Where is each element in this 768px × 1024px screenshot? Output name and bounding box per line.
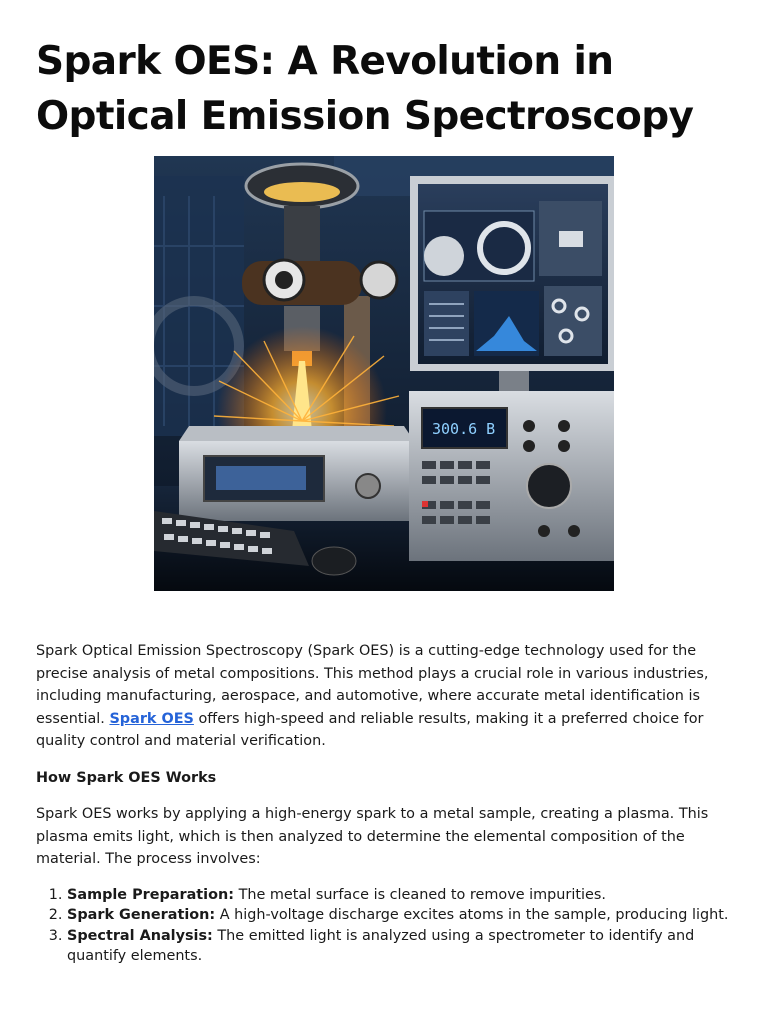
list-item (67, 905, 736, 926)
intro-paragraph (36, 640, 736, 753)
page-title: Spark OES: A Revolution in Optical Emission Spectroscopy (36, 39, 694, 139)
intro-text-end: offers high-speed and reliable results, making it a preferred choice for quality control and material verification. (36, 710, 704, 749)
step-text: The emitted light is analyzed using a spectrometer to identify and quantify elements. (67, 927, 695, 964)
process-steps-list (36, 885, 736, 967)
process-paragraph: Spark OES works by applying a high-energy spark to a metal sample, creating a plasma. This plasma emits light, which is then analyzed to determine the elemental composition of the material. The process involves: (36, 806, 709, 867)
step-text: A high-voltage discharge excites atoms in the sample, producing light. (215, 907, 729, 923)
readout-text: 300.6 B (432, 420, 496, 438)
section-heading: How Spark OES Works (36, 769, 217, 786)
intro-text-start: Spark Optical Emission Spectroscopy (Spark OES) is a cutting-edge technology used for the precise analysis of metal compositions. This method plays a crucial role in various industries, including manufacturing, aerospace, and automotive, where accurate metal identification is essential. (36, 643, 709, 727)
step-term: Sample Preparation: (67, 886, 234, 903)
spark-oes-link[interactable]: Spark OES (109, 710, 194, 727)
step-term: Spark Generation: (67, 907, 216, 923)
hero-image (154, 156, 614, 591)
spark-oes-illustration (154, 156, 614, 591)
step-text: The metal surface is cleaned to remove impurities. (234, 886, 606, 903)
article-body (36, 640, 736, 967)
step-term: Spectral Analysis: (67, 927, 213, 944)
list-item (67, 926, 736, 967)
list-item (67, 885, 736, 906)
